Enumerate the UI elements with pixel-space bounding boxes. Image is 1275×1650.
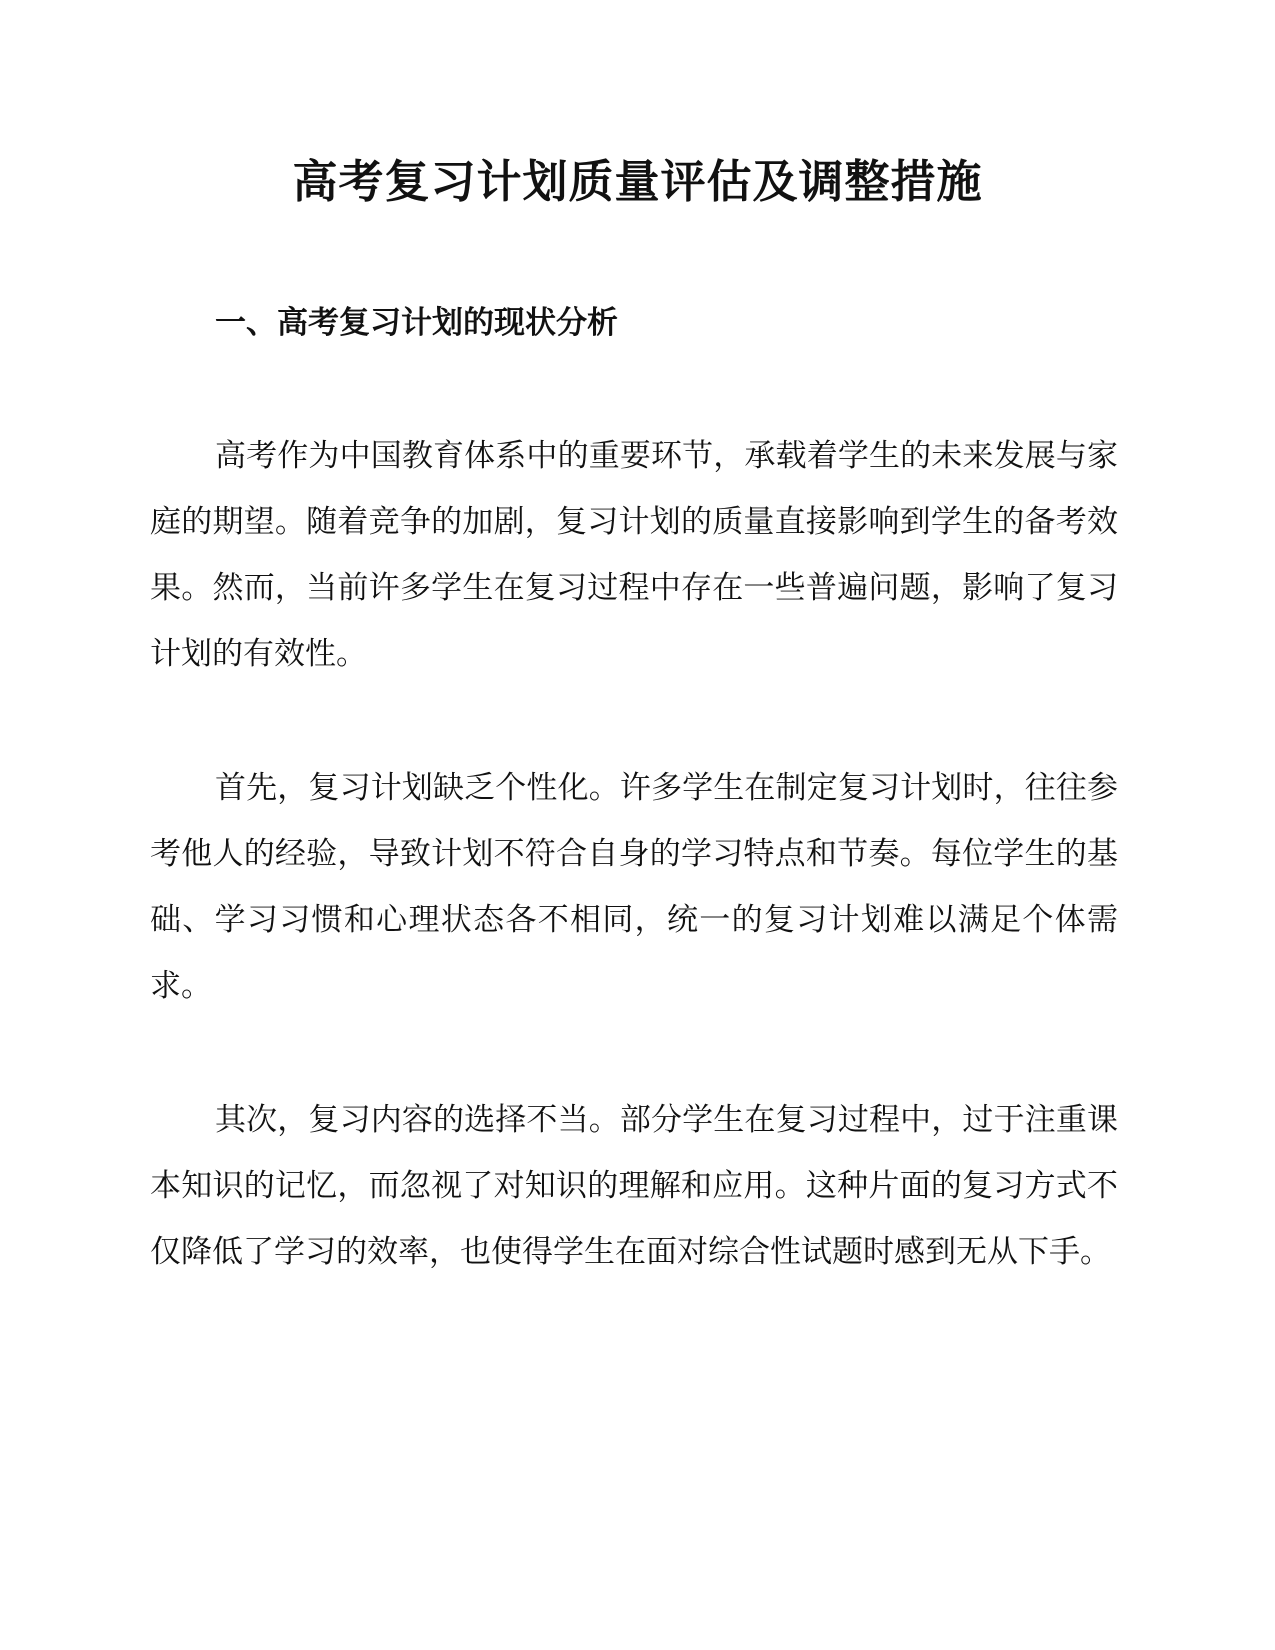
paragraph-first-point: 首先，复习计划缺乏个性化。许多学生在制定复习计划时，往往参考他人的经验，导致计划不符合自身的学习特点和节奏。每位学生的基础、学习习惯和心理状态各不相同，统一的复习计划难以满足个体需求。 — [150, 770, 1118, 1004]
paragraph-intro: 高考作为中国教育体系中的重要环节，承载着学生的未来发展与家庭的期望。随着竞争的加剧，复习计划的质量直接影响到学生的备考效果。然而，当前许多学生在复习过程中存在一些普遍问题，影响了复习计划的有效性。 — [150, 438, 1118, 672]
section-heading: 一、高考复习计划的现状分析 — [215, 305, 618, 341]
document-title: 高考复习计划质量评估及调整措施 — [292, 155, 983, 208]
paragraph-second-point: 其次，复习内容的选择不当。部分学生在复习过程中，过于注重课本知识的记忆，而忽视了对知识的理解和应用。这种片面的复习方式不仅降低了学习的效率，也使得学生在面对综合性试题时感到无从下手。 — [150, 1102, 1118, 1270]
